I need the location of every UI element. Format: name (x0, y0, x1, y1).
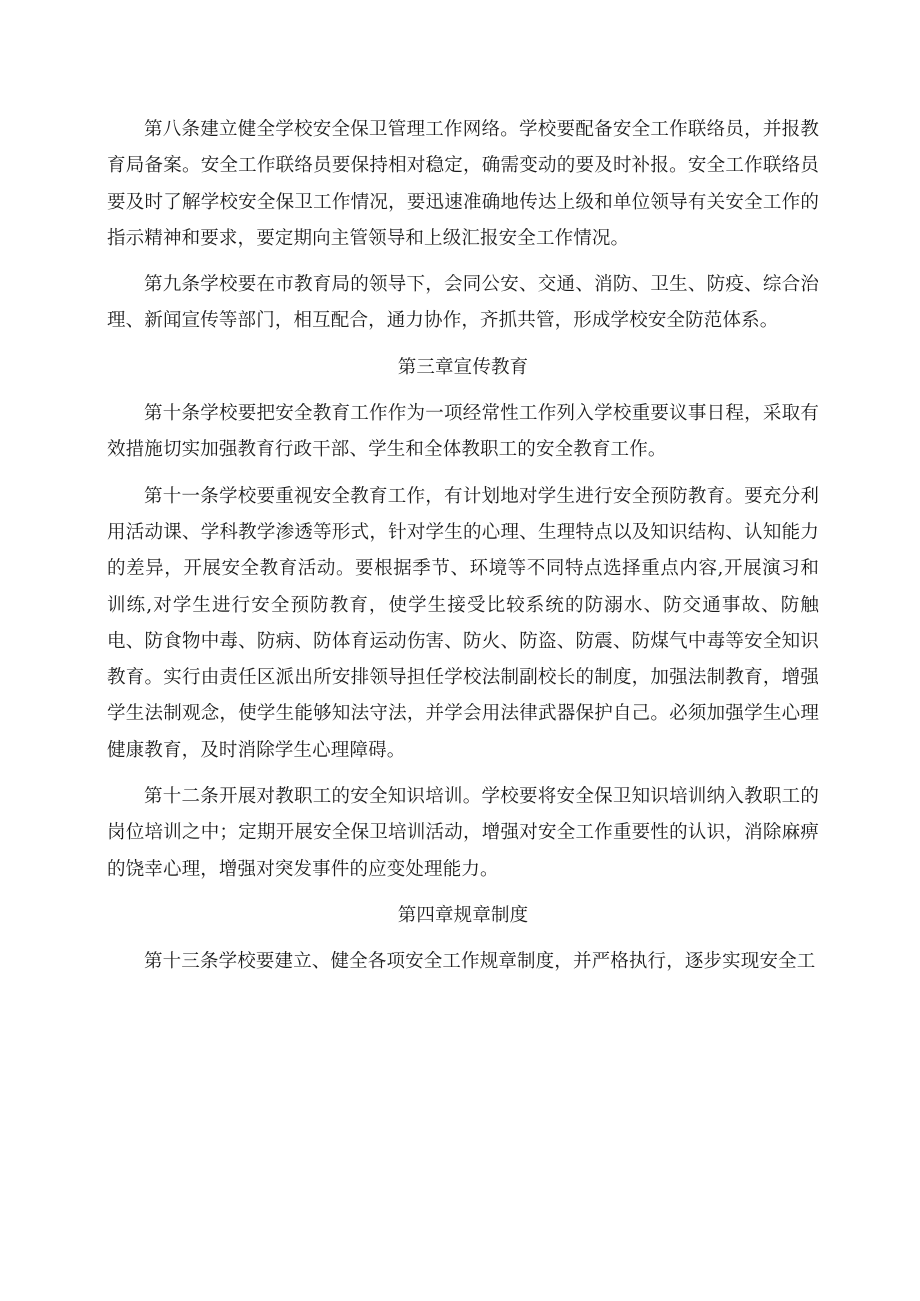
article-11: 第十一条学校要重视安全教育工作，有计划地对学生进行安全预防教育。要充分利用活动课、学科教学渗透等形式，针对学生的心理、生理特点以及知识结构、认知能力的差异，开展安全教育活动。要根据季节、环境等不同特点选择重点内容,开展演习和训练,对学生进行安全预防教育，使学生接受比较系统的防溺水、防交通事故、防触电、防食物中毒、防病、防体育运动伤害、防火、防盗、防震、防煤气中毒等安全知识教育。实行由责任区派出所安排领导担任学校法制副校长的制度，加强法制教育，增强学生法制观念，使学生能够知法守法，并学会用法律武器保护自己。必须加强学生心理健康教育，及时消除学生心理障碍。 (107, 485, 819, 761)
chapter-3-heading: 第三章宣传教育 (397, 356, 529, 378)
article-12: 第十二条开展对教职工的安全知识培训。学校要将安全保卫知识培训纳入教职工的岗位培训之中；定期开展安全保卫培训活动，增强对安全工作重要性的认识，消除麻痹的饶幸心理，增强对突发事件的应变处理能力。 (107, 786, 819, 880)
chapter-4-heading: 第四章规章制度 (397, 904, 529, 926)
article-13: 第十三条学校要建立、健全各项安全工作规章制度，并严格执行，逐步实现安全工 (144, 951, 816, 973)
article-9: 第九条学校要在市教育局的领导下，会同公安、交通、消防、卫生、防疫、综合治理、新闻宣传等部门，相互配合，通力协作，齐抓共管，形成学校安全防范体系。 (107, 274, 819, 332)
article-10: 第十条学校要把安全教育工作作为一项经常性工作列入学校重要议事日程，采取有效措施切实加强教育行政干部、学生和全体教职工的安全教育工作。 (107, 403, 819, 461)
article-8: 第八条建立健全学校安全保卫管理工作网络。学校要配备安全工作联络员，并报教育局备案。安全工作联络员要保持相对稳定，确需变动的要及时补报。安全工作联络员要及时了解学校安全保卫工作情况，要迅速准确地传达上级和单位领导有关安全工作的指示精神和要求，要定期向主管领导和上级汇报安全工作情况。 (107, 119, 819, 249)
document-page (107, 112, 819, 991)
